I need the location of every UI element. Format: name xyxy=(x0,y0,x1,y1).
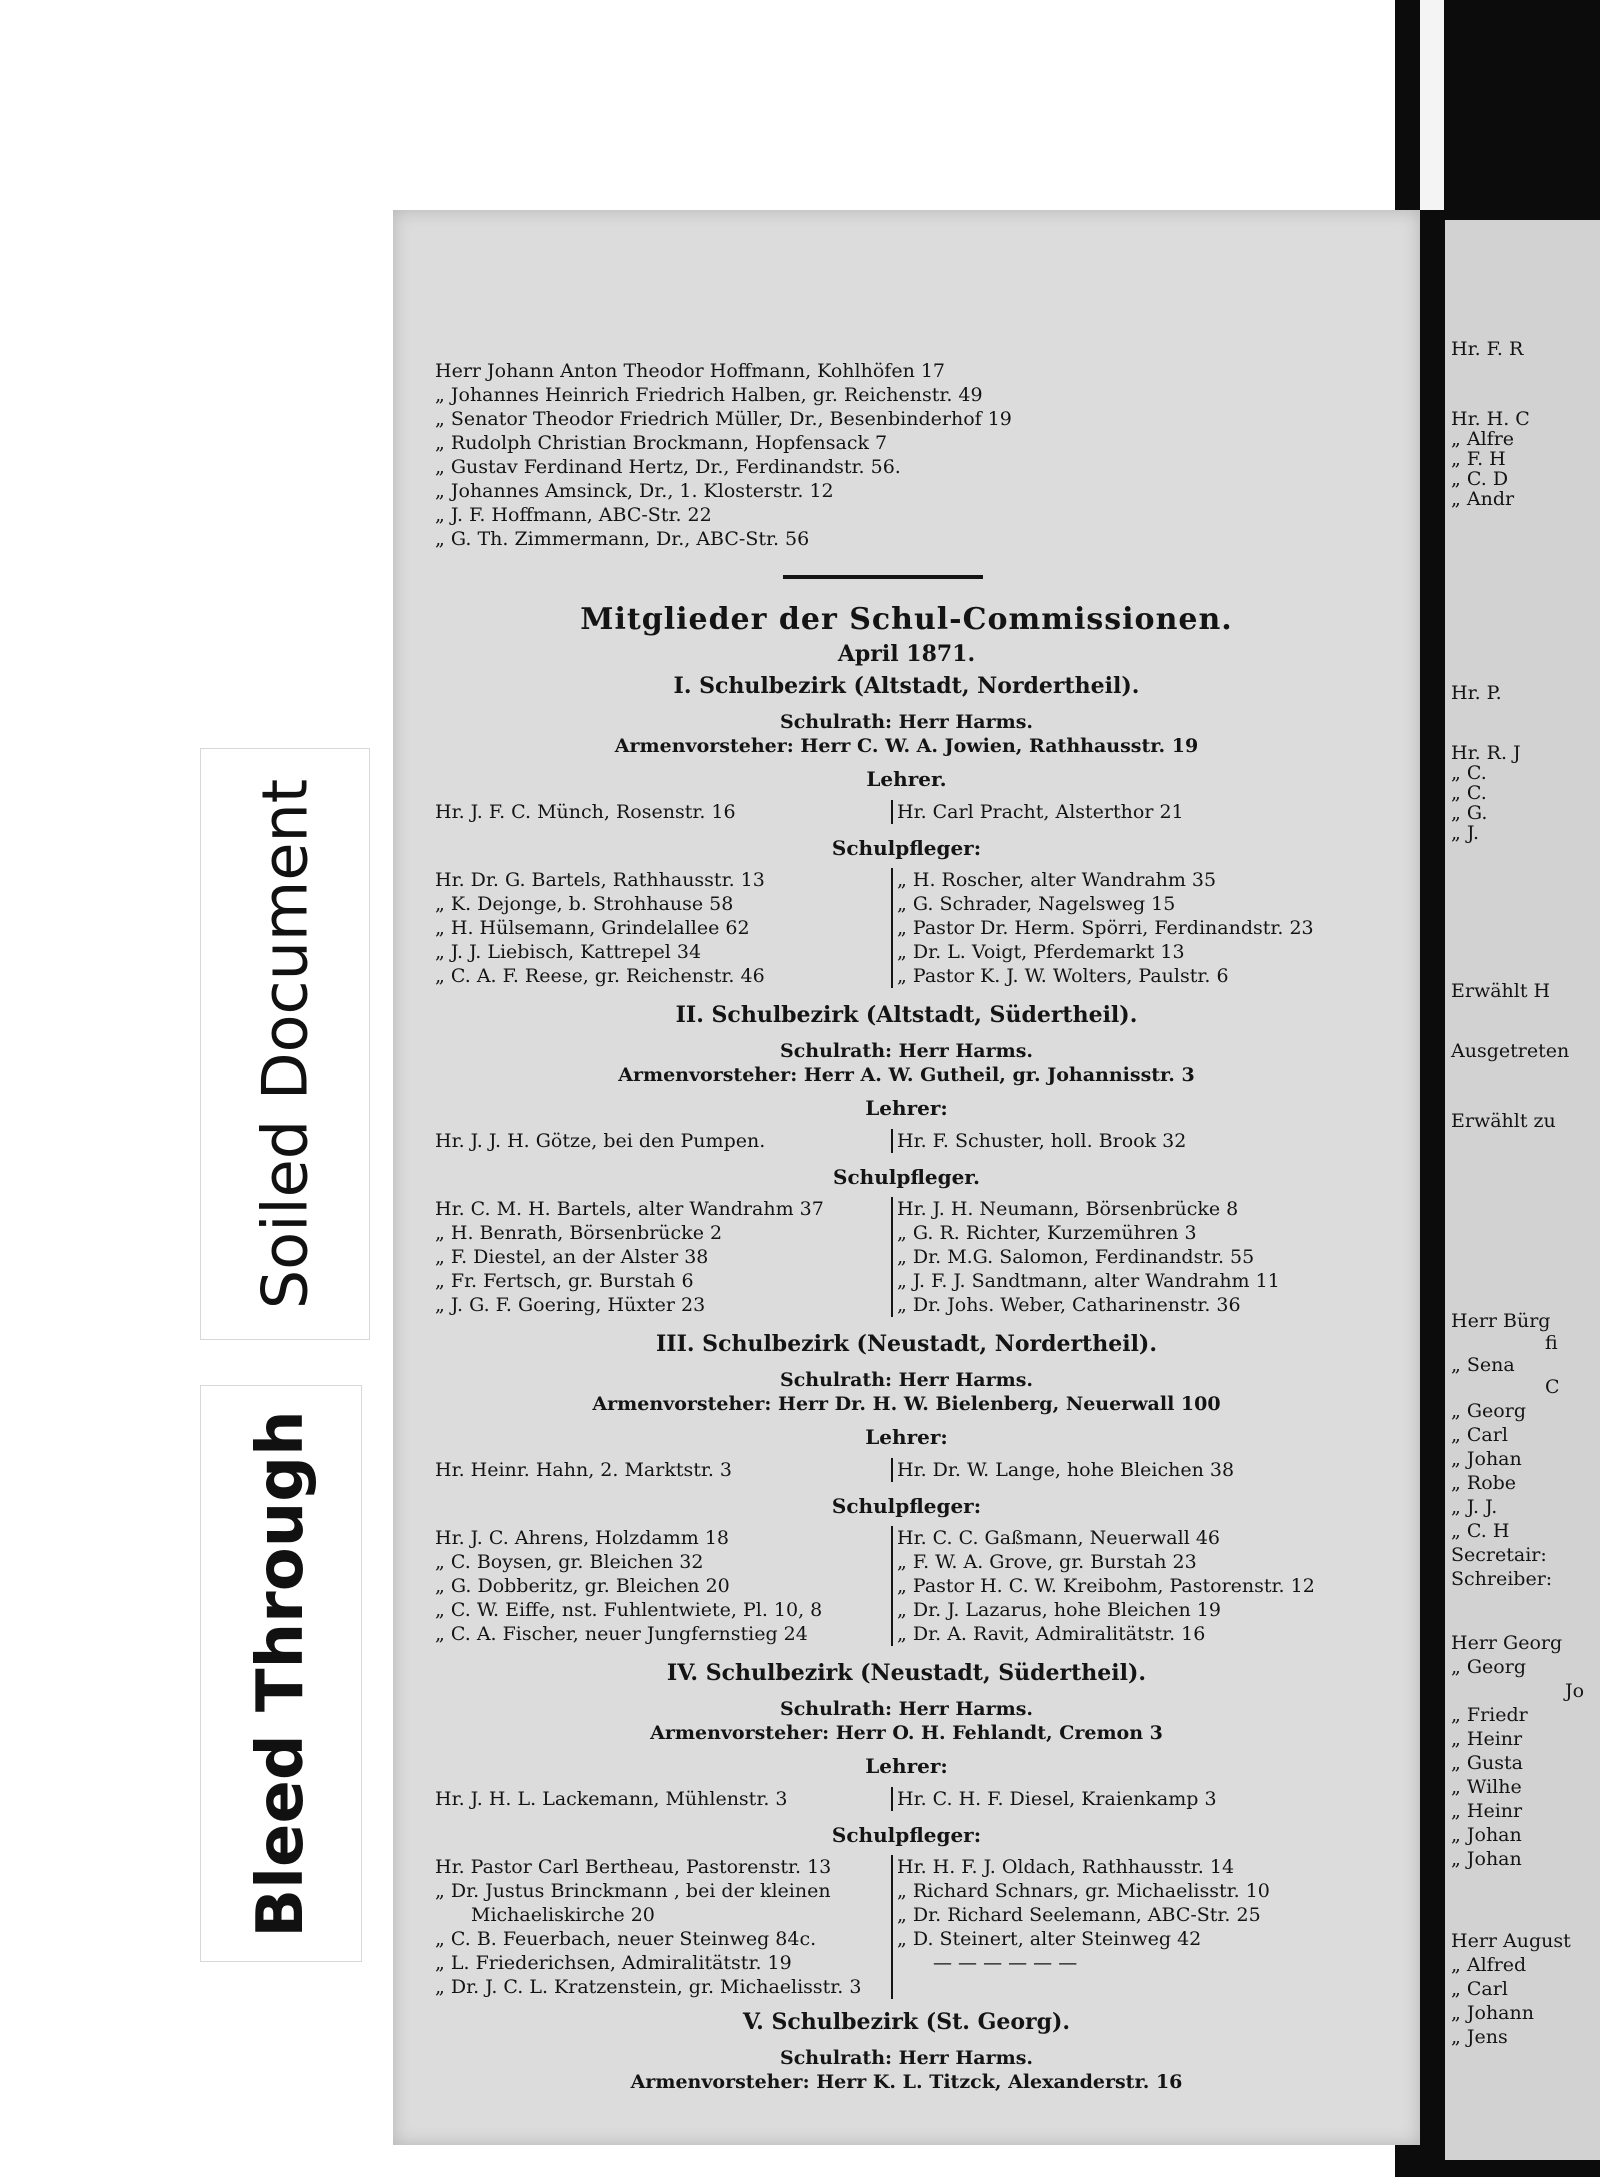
right-line: „ Alfre xyxy=(1451,428,1515,450)
column-divider xyxy=(891,868,893,988)
right-line: „ J. xyxy=(1451,822,1480,844)
pfleger-left: Hr. Dr. G. Bartels, Rathhausstr. 13 xyxy=(435,869,765,891)
right-line: „ Jens xyxy=(1451,2026,1508,2048)
right-line: „ Heinr xyxy=(1451,1728,1523,1750)
column-divider xyxy=(891,1197,893,1317)
lehrer-right: Hr. Dr. W. Lange, hohe Bleichen 38 xyxy=(897,1459,1235,1481)
pfleger-left: „ G. Dobberitz, gr. Bleichen 20 xyxy=(435,1575,730,1597)
right-line: „ C. D xyxy=(1451,468,1509,490)
pfleger-left: „ C. A. F. Reese, gr. Reichenstr. 46 xyxy=(435,965,765,987)
right-line: „ Carl xyxy=(1451,1424,1508,1446)
right-line: „ F. H xyxy=(1451,448,1506,470)
pfleger-right: „ G. Schrader, Nagelsweg 15 xyxy=(897,893,1176,915)
lehrer-left: Hr. Heinr. Hahn, 2. Marktstr. 3 xyxy=(435,1459,733,1481)
schulpfleger-label: Schulpfleger. xyxy=(833,1165,980,1189)
pfleger-right: „ H. Roscher, alter Wandrahm 35 xyxy=(897,869,1217,891)
schulrath-line: Schulrath: Herr Harms. xyxy=(779,711,1034,733)
right-line: „ Heinr xyxy=(1451,1800,1523,1822)
pfleger-right: „ Dr. A. Ravit, Admiralitätstr. 16 xyxy=(897,1623,1206,1645)
pfleger-left: „ K. Dejonge, b. Strohhause 58 xyxy=(435,893,734,915)
pfleger-right: „ G. R. Richter, Kurzemühren 3 xyxy=(897,1222,1197,1244)
right-line: fi xyxy=(1545,1332,1558,1354)
district-heading: V. Schulbezirk (St. Georg). xyxy=(742,2009,1071,2035)
right-page-fragment xyxy=(1445,220,1600,2160)
right-line: Jo xyxy=(1565,1680,1585,1702)
pfleger-right: „ Dr. Johs. Weber, Catharinenstr. 36 xyxy=(897,1294,1241,1316)
right-line: Hr. P. xyxy=(1451,682,1502,704)
lehrer-right: Hr. F. Schuster, holl. Brook 32 xyxy=(897,1130,1187,1152)
intro-line: „ Johannes Heinrich Friedrich Halben, gr. Reichenstr. 49 xyxy=(435,384,983,406)
armenvorsteher-line: Armenvorsteher: Herr K. L. Titzck, Alexanderstr. 16 xyxy=(630,2071,1183,2093)
pfleger-right: „ F. W. A. Grove, gr. Burstah 23 xyxy=(897,1551,1197,1573)
right-line: „ Johan xyxy=(1451,1848,1522,1870)
pfleger-right: Hr. J. H. Neumann, Börsenbrücke 8 xyxy=(897,1198,1239,1220)
pfleger-left: Hr. J. C. Ahrens, Holzdamm 18 xyxy=(435,1527,729,1549)
pfleger-left: „ J. J. Liebisch, Kattrepel 34 xyxy=(435,941,702,963)
right-line: Erwählt zu xyxy=(1451,1110,1556,1132)
lehrer-right: Hr. C. H. F. Diesel, Kraienkamp 3 xyxy=(897,1788,1217,1810)
right-line: „ Georg xyxy=(1451,1400,1526,1422)
right-line: „ Wilhe xyxy=(1451,1776,1522,1798)
section-rule xyxy=(783,575,983,579)
right-line: „ Sena xyxy=(1451,1354,1515,1376)
pfleger-right: „ Pastor H. C. W. Kreibohm, Pastorenstr. 12 xyxy=(897,1575,1315,1597)
district-heading: II. Schulbezirk (Altstadt, Südertheil). xyxy=(675,1002,1138,1028)
page-date: April 1871. xyxy=(837,641,976,667)
district-heading: IV. Schulbezirk (Neustadt, Südertheil). xyxy=(666,1660,1147,1686)
pfleger-right: „ J. F. J. Sandtmann, alter Wandrahm 11 xyxy=(897,1270,1280,1292)
bleed-through-label: Bleed Through xyxy=(244,1409,318,1938)
lehrer-left: Hr. J. H. L. Lackemann, Mühlenstr. 3 xyxy=(435,1788,788,1810)
pfleger-left: Michaeliskirche 20 xyxy=(471,1904,655,1926)
right-line: Hr. H. C xyxy=(1451,408,1530,430)
lehrer-label: Lehrer: xyxy=(865,1425,948,1449)
bleed-through-tag xyxy=(200,1385,362,1962)
right-line: „ Andr xyxy=(1451,488,1515,510)
pfleger-right: — — — — — — xyxy=(933,1952,1078,1974)
right-line: „ Georg xyxy=(1451,1656,1526,1678)
page-title: Mitglieder der Schul-Commissionen. xyxy=(580,602,1233,637)
armenvorsteher-line: Armenvorsteher: Herr C. W. A. Jowien, Rathhausstr. 19 xyxy=(614,735,1199,757)
right-line: „ Gusta xyxy=(1451,1752,1524,1774)
intro-line: „ J. F. Hoffmann, ABC-Str. 22 xyxy=(435,504,712,526)
pfleger-left: „ H. Benrath, Börsenbrücke 2 xyxy=(435,1222,723,1244)
right-line: C xyxy=(1545,1376,1560,1398)
pfleger-right: „ Dr. J. Lazarus, hohe Bleichen 19 xyxy=(897,1599,1221,1621)
pfleger-left: „ F. Diestel, an der Alster 38 xyxy=(435,1246,709,1268)
right-line: „ Johan xyxy=(1451,1824,1522,1846)
pfleger-left: „ C. B. Feuerbach, neuer Steinweg 84c. xyxy=(435,1928,817,1950)
pfleger-right: „ Dr. Richard Seelemann, ABC-Str. 25 xyxy=(897,1904,1261,1926)
right-line: „ Friedr xyxy=(1451,1704,1528,1726)
right-line: „ C. xyxy=(1451,762,1487,784)
pfleger-right: „ Pastor K. J. W. Wolters, Paulstr. 6 xyxy=(897,965,1229,987)
right-line: Hr. F. R xyxy=(1451,338,1524,360)
lehrer-label: Lehrer: xyxy=(865,1096,948,1120)
pfleger-left: „ C. A. Fischer, neuer Jungfernstieg 24 xyxy=(435,1623,808,1645)
intro-line: „ G. Th. Zimmermann, Dr., ABC-Str. 56 xyxy=(435,528,810,550)
right-line: Secretair: xyxy=(1451,1544,1547,1566)
soiled-document-label: Soiled Document xyxy=(248,778,322,1310)
schulpfleger-label: Schulpfleger: xyxy=(831,836,982,860)
schulrath-line: Schulrath: Herr Harms. xyxy=(779,2047,1034,2069)
column-divider xyxy=(891,1458,893,1482)
pfleger-right: Hr. C. C. Gaßmann, Neuerwall 46 xyxy=(897,1527,1221,1549)
pfleger-left: Hr. C. M. H. Bartels, alter Wandrahm 37 xyxy=(435,1198,824,1220)
pfleger-left: „ Dr. J. C. L. Kratzenstein, gr. Michaelisstr. 3 xyxy=(435,1976,862,1998)
district-heading: I. Schulbezirk (Altstadt, Nordertheil). xyxy=(673,673,1140,699)
right-line: Schreiber: xyxy=(1451,1568,1553,1590)
pfleger-right: „ Dr. L. Voigt, Pferdemarkt 13 xyxy=(897,941,1185,963)
column-divider xyxy=(891,800,893,824)
pfleger-left: „ C. W. Eiffe, nst. Fuhlentwiete, Pl. 10, 8 xyxy=(435,1599,823,1621)
right-line: „ Johann xyxy=(1451,2002,1534,2024)
lehrer-label: Lehrer. xyxy=(866,767,947,791)
right-line: „ C. xyxy=(1451,782,1487,804)
column-divider xyxy=(891,1129,893,1153)
right-line: Herr Bürg xyxy=(1451,1310,1551,1332)
pfleger-left: Hr. Pastor Carl Bertheau, Pastorenstr. 13 xyxy=(435,1856,832,1878)
right-line: „ Johan xyxy=(1451,1448,1522,1470)
pfleger-left: „ Fr. Fertsch, gr. Burstah 6 xyxy=(435,1270,694,1292)
district-heading: III. Schulbezirk (Neustadt, Nordertheil). xyxy=(655,1331,1157,1357)
soiled-document-tag xyxy=(200,748,370,1340)
pfleger-right: „ D. Steinert, alter Steinweg 42 xyxy=(897,1928,1202,1950)
right-line: „ Carl xyxy=(1451,1978,1508,2000)
right-line: „ Alfred xyxy=(1451,1954,1527,1976)
armenvorsteher-line: Armenvorsteher: Herr A. W. Gutheil, gr. Johannisstr. 3 xyxy=(618,1064,1195,1086)
column-divider xyxy=(891,1526,893,1646)
intro-line: „ Gustav Ferdinand Hertz, Dr., Ferdinandstr. 56. xyxy=(435,456,901,478)
pfleger-left: „ Dr. Justus Brinckmann , bei der kleinen xyxy=(435,1880,831,1902)
pfleger-left: „ L. Friederichsen, Admiralitätstr. 19 xyxy=(435,1952,792,1974)
armenvorsteher-line: Armenvorsteher: Herr O. H. Fehlandt, Cremon 3 xyxy=(650,1722,1163,1744)
intro-line: „ Senator Theodor Friedrich Müller, Dr., Besenbinderhof 19 xyxy=(435,408,1012,430)
right-line: Herr Georg xyxy=(1451,1632,1563,1654)
pfleger-right: „ Richard Schnars, gr. Michaelisstr. 10 xyxy=(897,1880,1270,1902)
right-line: Herr August xyxy=(1451,1930,1571,1952)
pfleger-right: „ Pastor Dr. Herm. Spörri, Ferdinandstr. 23 xyxy=(897,917,1314,939)
right-line: „ Robe xyxy=(1451,1472,1517,1494)
intro-line: „ Johannes Amsinck, Dr., 1. Klosterstr. 12 xyxy=(435,480,834,502)
armenvorsteher-line: Armenvorsteher: Herr Dr. H. W. Bielenberg, Neuerwall 100 xyxy=(592,1393,1221,1415)
schulrath-line: Schulrath: Herr Harms. xyxy=(779,1698,1034,1720)
pfleger-left: „ H. Hülsemann, Grindelallee 62 xyxy=(435,917,750,939)
schulpfleger-label: Schulpfleger: xyxy=(831,1823,982,1847)
pfleger-right: Hr. H. F. J. Oldach, Rathhausstr. 14 xyxy=(897,1856,1235,1878)
column-divider xyxy=(891,1855,893,1999)
right-line: „ G. xyxy=(1451,802,1488,824)
schulpfleger-label: Schulpfleger: xyxy=(831,1494,982,1518)
intro-line: „ Rudolph Christian Brockmann, Hopfensack 7 xyxy=(435,432,888,454)
pfleger-left: „ J. G. F. Goering, Hüxter 23 xyxy=(435,1294,706,1316)
binding-gap xyxy=(1420,0,1444,210)
pfleger-left: „ C. Boysen, gr. Bleichen 32 xyxy=(435,1551,704,1573)
lehrer-label: Lehrer: xyxy=(865,1754,948,1778)
column-divider xyxy=(891,1787,893,1811)
intro-line: Herr Johann Anton Theodor Hoffmann, Kohlhöfen 17 xyxy=(435,360,946,382)
lehrer-left: Hr. J. J. H. Götze, bei den Pumpen. xyxy=(435,1130,766,1152)
document-page xyxy=(393,210,1420,2145)
lehrer-right: Hr. Carl Pracht, Alsterthor 21 xyxy=(897,801,1184,823)
pfleger-right: „ Dr. M.G. Salomon, Ferdinandstr. 55 xyxy=(897,1246,1255,1268)
lehrer-left: Hr. J. F. C. Münch, Rosenstr. 16 xyxy=(435,801,736,823)
right-line: Hr. R. J xyxy=(1451,742,1521,764)
right-line: „ C. H xyxy=(1451,1520,1510,1542)
schulrath-line: Schulrath: Herr Harms. xyxy=(779,1369,1034,1391)
right-line: Ausgetreten xyxy=(1451,1040,1570,1062)
right-line: Erwählt H xyxy=(1451,980,1551,1002)
right-line: „ J. J. xyxy=(1451,1496,1498,1518)
schulrath-line: Schulrath: Herr Harms. xyxy=(779,1040,1034,1062)
